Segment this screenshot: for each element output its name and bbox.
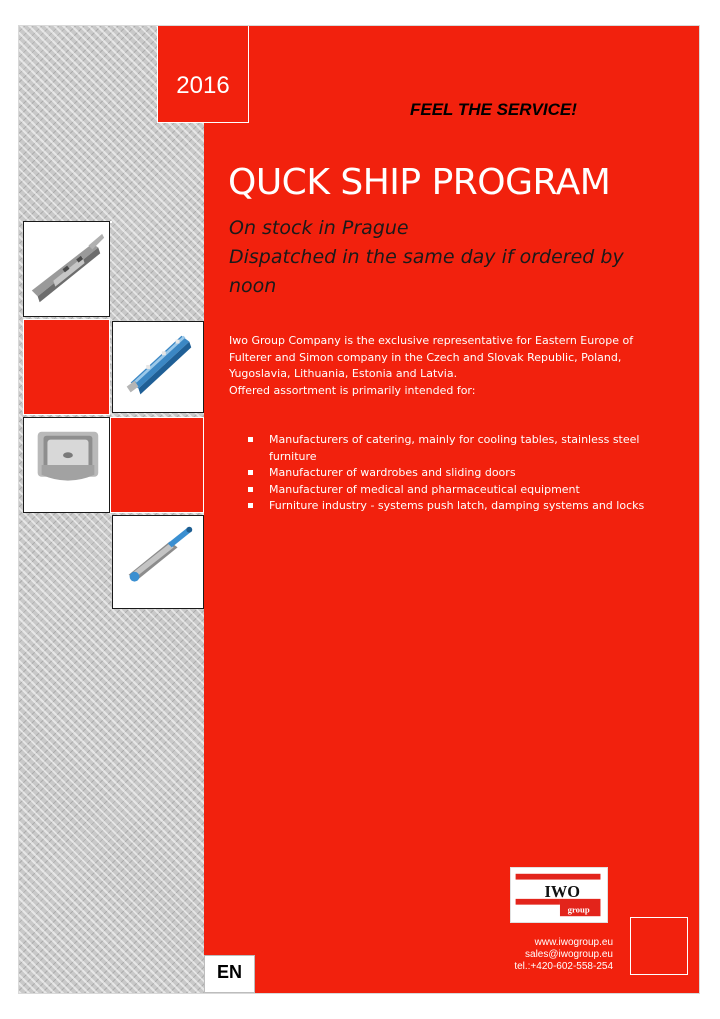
stainless-sink-icon — [24, 418, 109, 512]
year-tab — [157, 26, 249, 123]
intro-line: Yugoslavia, Lithuania, Estonia and Latvia. — [229, 367, 458, 380]
subtitle-line: noon — [229, 275, 277, 297]
company-logo — [510, 867, 608, 923]
list-item-text: Manufacturers of catering, mainly for cooling tables, stainless steel — [269, 433, 640, 446]
year-label: 2016 — [176, 72, 230, 99]
drawer-slide-rail-icon — [24, 222, 109, 316]
decorative-red-square — [630, 917, 688, 975]
page-title: QUCK SHIP PROGRAM — [228, 162, 611, 203]
subtitle-line: Dispatched in the same day if ordered by — [229, 246, 624, 268]
bullet-square-icon — [248, 487, 253, 492]
language-label: EN — [216, 962, 242, 982]
subtitle — [229, 214, 649, 301]
contact-info — [460, 937, 613, 973]
intro-line: Offered assortment is primarily intended for: — [229, 383, 476, 397]
bullet-square-icon — [248, 470, 253, 475]
target-industries-list — [246, 432, 646, 515]
intro-line: Fulterer and Simon company in the Czech and Slovak Republic, Poland, — [229, 350, 622, 364]
bullet-square-icon — [248, 437, 253, 442]
phone-number: tel.:+420-602-558-254 — [514, 961, 613, 972]
iwo-group-logo-icon — [511, 868, 607, 922]
spacer — [110, 221, 112, 223]
red-tile — [23, 319, 110, 415]
list-item — [246, 482, 646, 499]
intro-paragraph — [229, 333, 649, 399]
language-badge — [204, 955, 255, 993]
email-link[interactable]: sales@iwogroup.eu — [525, 949, 613, 960]
list-item-text: furniture — [269, 449, 317, 463]
logo-subtext: group — [567, 904, 590, 915]
product-image-sink — [23, 417, 110, 513]
website-link[interactable]: www.iwogroup.eu — [534, 937, 613, 948]
list-item — [246, 465, 646, 482]
blue-profile-rail-icon — [113, 322, 203, 412]
list-item — [246, 498, 646, 515]
damper-cylinder-icon — [113, 516, 203, 608]
product-image-damper — [112, 515, 204, 609]
product-image-drawer-slide — [23, 221, 110, 317]
list-item — [246, 432, 646, 465]
product-image-blue-profile — [112, 321, 204, 413]
list-item-text: Furniture industry - systems push latch, damping systems and locks — [269, 499, 645, 512]
list-item-text: Manufacturer of medical and pharmaceutical equipment — [269, 482, 580, 496]
list-item-text: Manufacturer of wardrobes and sliding doors — [269, 466, 516, 479]
slogan: FEEL THE SERVICE! — [410, 100, 577, 119]
intro-line: Iwo Group Company is the exclusive representative for Eastern Europe of — [229, 334, 634, 347]
red-tile — [110, 417, 204, 513]
subtitle-line: On stock in Prague — [229, 217, 409, 239]
logo-text: IWO — [544, 881, 581, 901]
bullet-square-icon — [248, 503, 253, 508]
